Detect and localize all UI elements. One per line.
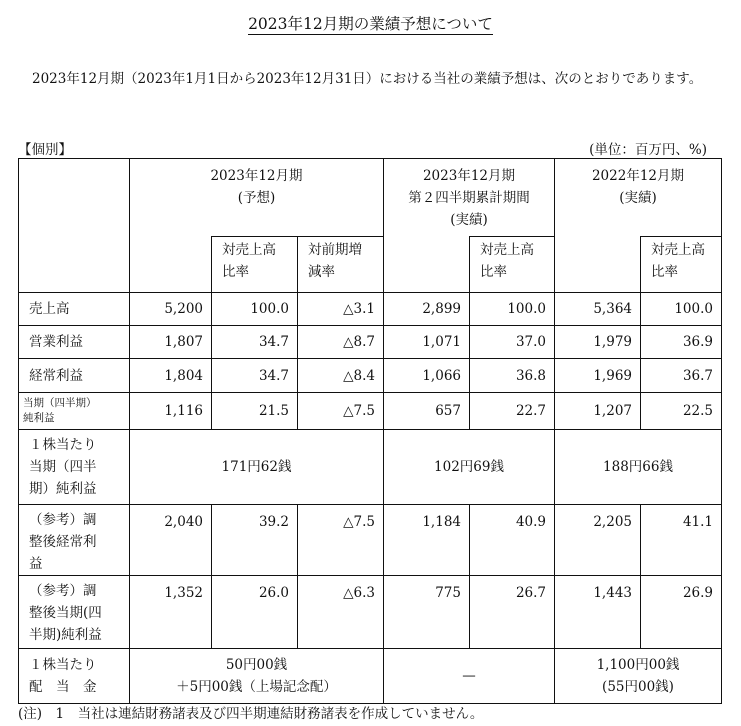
row-label: 営業利益 — [19, 326, 130, 359]
header-yoy-forecast: 対前期増 減率 — [298, 237, 384, 293]
table-row: 経常利益 1,804 34.7 △8.4 1,066 36.8 1,969 36.7 — [19, 359, 722, 393]
table-row: 当期（四半期） 純利益 1,116 21.5 △7.5 657 22.7 1,207 22.5 — [19, 393, 722, 430]
row-label: 経常利益 — [19, 359, 130, 393]
header-ratio-prev: 対売上高 比率 — [641, 237, 722, 293]
table-row: 売上高 5,200 100.0 △3.1 2,899 100.0 5,364 100.0 — [19, 293, 722, 326]
row-label: （参考）調 整後当期(四 半期)純利益 — [19, 576, 130, 649]
section-label: 【個別】 — [18, 142, 72, 158]
row-label: 当期（四半期） 純利益 — [19, 393, 130, 430]
footnote: (注) 1 当社は連結財務諸表及び四半期連結財務諸表を作成していません。 — [18, 706, 484, 722]
intro-paragraph: 2023年12月期（2023年1月1日から2023年12月31日）における当社の業績予想は、次のとおりであります。 — [32, 71, 703, 87]
row-label: （参考）調 整後経常利 益 — [19, 505, 130, 576]
header-forecast: 2023年12月期 (予想) — [130, 159, 384, 237]
row-label: １株当たり 当期（四半 期）純利益 — [19, 430, 130, 505]
table-row-dividend: １株当たり 配 当 金 50円00銭 ＋5円00銭（上場記念配） — 1,100円00銭 (55円00銭) — [19, 649, 722, 704]
header-ratio-q2: 対売上高 比率 — [470, 237, 555, 293]
header-prev: 2022年12月期 (実績) — [555, 159, 722, 237]
table-row-adj-net: （参考）調 整後当期(四 半期)純利益 1,352 26.0 △6.3 775 26.7 1,443 26.9 — [19, 576, 722, 649]
row-label: １株当たり 配 当 金 — [19, 649, 130, 704]
header-q2: 2023年12月期 第２四半期累計期間 (実績) — [384, 159, 555, 237]
unit-label: (単位：百万円、%) — [589, 142, 707, 158]
forecast-table — [18, 158, 722, 704]
table-row-adj-ordinary: （参考）調 整後経常利 益 2,040 39.2 △7.5 1,184 40.9 2,205 41.1 — [19, 505, 722, 576]
table-row-eps: １株当たり 当期（四半 期）純利益 171円62銭 102円69銭 188円66銭 — [19, 430, 722, 505]
page-title: 2023年12月期の業績予想について — [248, 15, 493, 33]
table-row: 営業利益 1,807 34.7 △8.7 1,071 37.0 1,979 36.9 — [19, 326, 722, 359]
header-ratio-forecast: 対売上高 比率 — [212, 237, 298, 293]
row-label: 売上高 — [19, 293, 130, 326]
corner-cell — [19, 159, 130, 293]
